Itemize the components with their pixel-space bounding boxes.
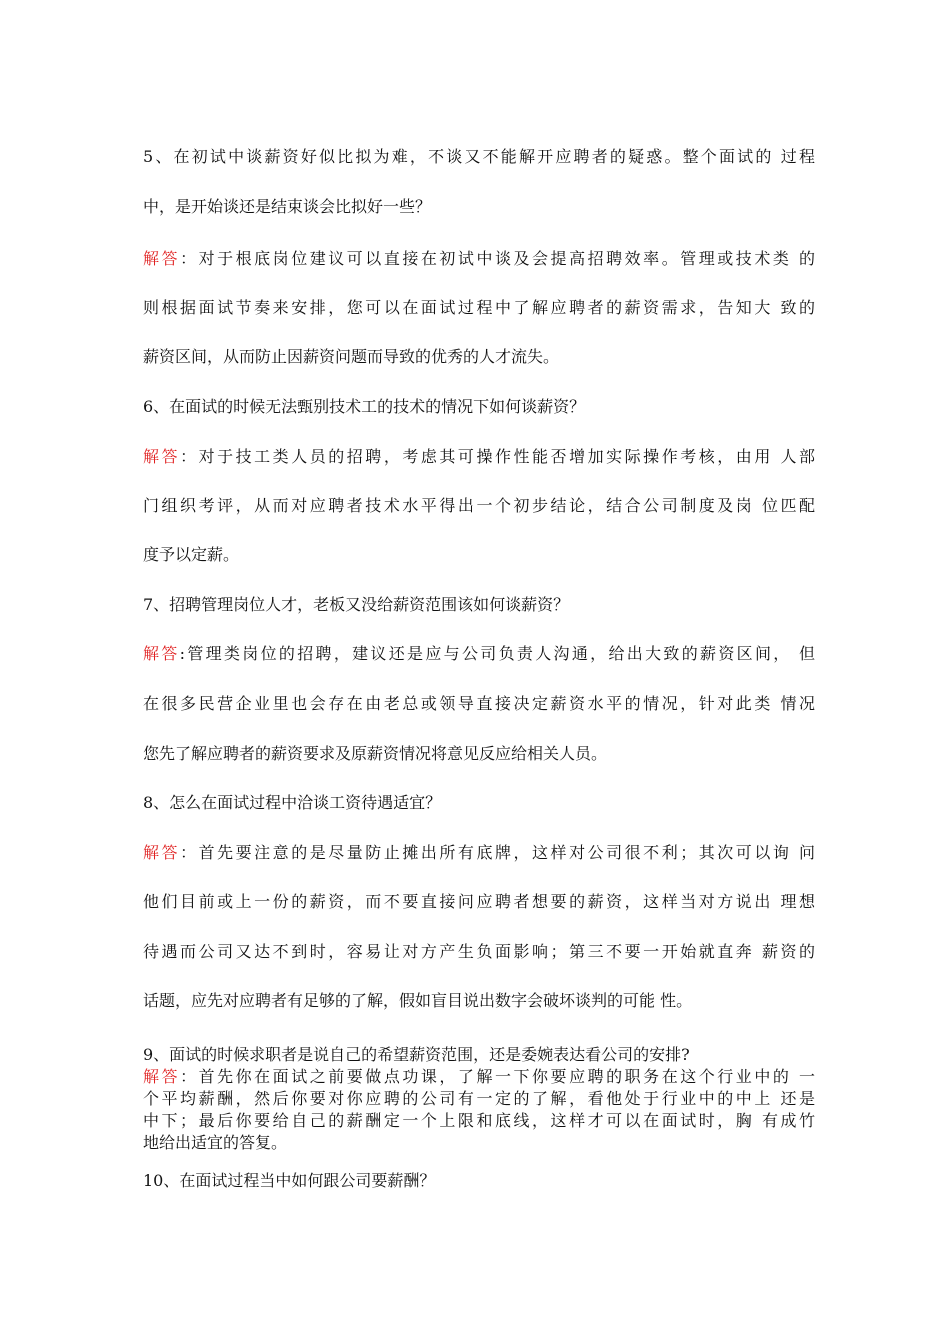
- question-5-line-1: 5、在初试中谈薪资好似比拟为难，不谈又不能解开应聘者的疑惑。整个面试的 过程: [143, 147, 815, 166]
- answer-9-line-2: 个平均薪酬，然后你要对你应聘的公司有一定的了解，看他处于行业中的中上 还是: [143, 1089, 815, 1108]
- question-6-line-1: 6、在面试的时候无法甄别技术工的技术的情况下如何谈薪资？: [143, 397, 586, 416]
- answer-label: 解答: [143, 644, 180, 663]
- answer-9-text: ：首先你在面试之前要做点功课，了解一下你要应聘的职务在这个行业中的 一: [180, 1067, 815, 1086]
- answer-8-line-3: 待遇而公司又达不到时，容易让对方产生负面影响；第三不要一开始就直奔 薪资的: [143, 942, 815, 961]
- answer-9-line-4: 地给出适宜的答复。: [143, 1133, 288, 1152]
- answer-label: 解答: [143, 1067, 181, 1086]
- answer-8-line-4: 话题，应先对应聘者有足够的了解，假如盲目说出数字会破坏谈判的可能 性。: [143, 991, 693, 1010]
- question-8-line-1: 8、怎么在面试过程中洽谈工资待遇适宜？: [143, 793, 442, 812]
- answer-9-line-1: [143, 1067, 815, 1087]
- answer-label: 解答: [143, 249, 181, 268]
- answer-6-line-1: [143, 446, 815, 468]
- answer-6-line-2: 门组织考评，从而对应聘者技术水平得出一个初步结论，结合公司制度及岗 位匹配: [143, 496, 815, 515]
- answer-7-line-2: 在很多民营企业里也会存在由老总或领导直接决定薪资水平的情况，针对此类 情况: [143, 694, 815, 713]
- answer-8-text: ：首先要注意的是尽量防止摊出所有底牌，这样对公司很不利；其次可以询 问: [180, 843, 815, 862]
- question-10-line-1: 10、在面试过程当中如何跟公司要薪酬？: [143, 1171, 436, 1190]
- answer-8-line-2: 他们目前或上一份的薪资，而不要直接问应聘者想要的薪资，这样当对方说出 理想: [143, 892, 815, 911]
- answer-label: 解答: [143, 447, 181, 466]
- answer-5-line-1: [143, 248, 815, 270]
- question-9-line-1: 9、面试的时候求职者是说自己的希望薪资范围，还是委婉表达看公司的安排?: [143, 1045, 690, 1064]
- answer-5-line-3: 薪资区间，从而防止因薪资问题而导致的优秀的人才流失。: [143, 347, 560, 366]
- answer-7-line-1: [143, 643, 815, 665]
- answer-6-line-3: 度予以定薪。: [143, 545, 240, 564]
- question-7-line-1: 7、招聘管理岗位人才，老板又没给薪资范围该如何谈薪资？: [143, 595, 570, 614]
- answer-9-line-3: 中下；最后你要给自己的薪酬定一个上限和底线，这样才可以在面试时，胸 有成竹: [143, 1111, 815, 1130]
- answer-7-line-3: 您先了解应聘者的薪资要求及原薪资情况将意见反应给相关人员。: [143, 744, 608, 763]
- answer-5-line-2: 则根据面试节奏来安排，您可以在面试过程中了解应聘者的薪资需求，告知大 致的: [143, 298, 815, 317]
- answer-8-line-1: [143, 842, 815, 864]
- question-5-line-2: 中，是开始谈还是结束谈会比拟好一些？: [143, 197, 432, 216]
- answer-5-text: ：对于根底岗位建议可以直接在初试中谈及会提高招聘效率。管理或技术类 的: [180, 249, 815, 268]
- answer-7-text: :管理类岗位的招聘，建议还是应与公司负责人沟通，给出大致的薪资区间， 但: [179, 644, 815, 663]
- answer-label: 解答: [143, 843, 181, 862]
- answer-6-text: ：对于技工类人员的招聘，考虑其可操作性能否增加实际操作考核，由用 人部: [180, 447, 815, 466]
